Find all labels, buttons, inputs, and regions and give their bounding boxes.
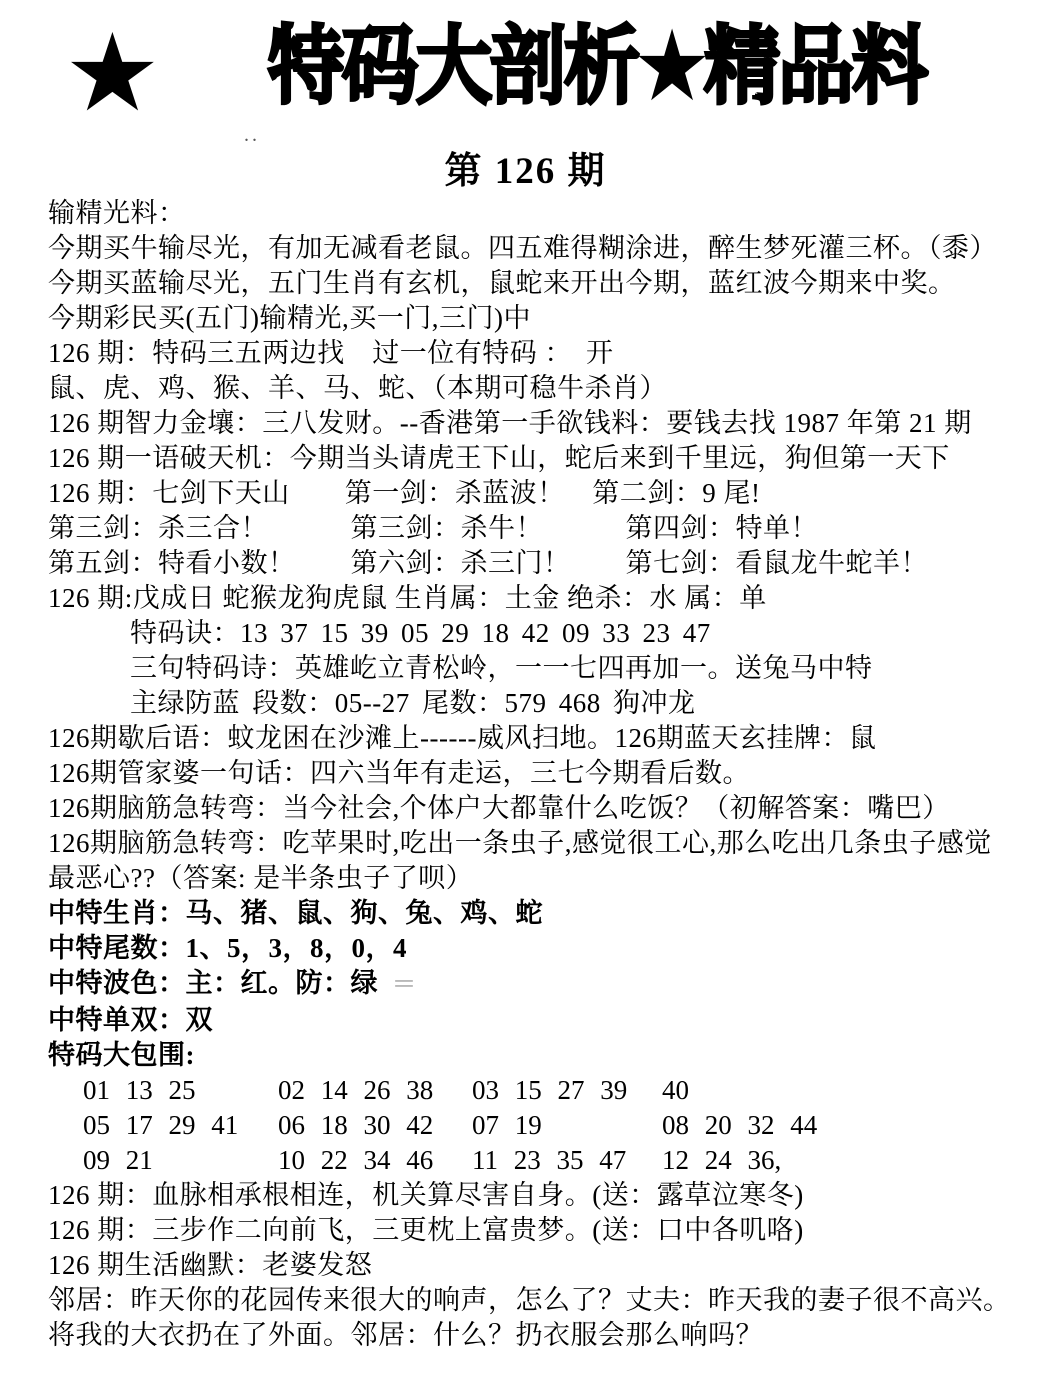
masthead-title: 特码大剖析★精品料 xyxy=(268,16,927,116)
text-line: 126期脑筋急转弯：吃苹果时,吃出一条虫子,感觉很工心,那么吃出几条虫子感觉 xyxy=(48,828,992,858)
star-icon: ★ xyxy=(64,11,161,136)
text-line: 126 期生活幽默：老婆发怒 xyxy=(48,1250,373,1280)
text-line-wave-color xyxy=(48,966,1025,1003)
grid-cell: 06 18 30 42 xyxy=(278,1110,434,1140)
text-line: 特码大包围: xyxy=(48,1040,195,1070)
stray-dots: .. xyxy=(244,124,260,146)
grid-cell: 02 14 26 38 xyxy=(278,1075,434,1105)
text-line: 中特单双：双 xyxy=(48,1005,213,1035)
grid-cell: 40 xyxy=(662,1075,689,1105)
text-line: 最恶心??（答案: 是半条虫子了呗） xyxy=(48,863,474,893)
faint-equals-mark: ＝ xyxy=(392,972,417,998)
text-line: 邻居：昨天你的花园传来很大的响声，怎么了？丈夫：昨天我的妻子很不高兴。 xyxy=(48,1285,1011,1315)
number-grid-row xyxy=(83,1143,1025,1178)
grid-cell: 10 22 34 46 xyxy=(278,1145,434,1175)
number-grid-row xyxy=(83,1073,1025,1108)
grid-cell: 05 17 29 41 xyxy=(83,1110,239,1140)
wave-color-text: 中特波色：主：红。防：绿 xyxy=(48,968,378,998)
grid-cell: 01 13 25 xyxy=(83,1075,196,1105)
text-line: 输精光料： xyxy=(48,198,186,228)
grid-cell: 09 21 xyxy=(83,1145,153,1175)
text-line: 将我的大衣扔在了外面。邻居：什么？扔衣服会那么响吗？ xyxy=(48,1320,763,1350)
issue-number: 第 126 期 xyxy=(444,151,607,192)
text-line: 第五剑：特看小数！ 第六剑：杀三门！ 第七剑：看鼠龙牛蛇羊！ xyxy=(48,548,928,578)
grid-cell: 03 15 27 39 xyxy=(472,1075,628,1105)
text-line: 126 期:戊成日 蛇猴龙狗虎鼠 生肖属：土金 绝杀：水 属：单 xyxy=(48,583,767,613)
text-line: 今期彩民买(五门)输精光,买一门,三门)中 xyxy=(48,303,531,333)
text-line: 中特尾数：1、5，3，8，0，4 xyxy=(48,933,407,963)
text-line: 126 期：三步作二向前飞，三更枕上富贵梦。(送：口中各叽咯) xyxy=(48,1215,804,1245)
text-line: 126 期：特码三五两边找 过一位有特码 ： 开 xyxy=(48,338,614,368)
text-line: 今期买蓝输尽光，五门生肖有玄机，鼠蛇来开出今期，蓝红波今期来中奖。 xyxy=(48,268,956,298)
text-line: 鼠、虎、鸡、猴、羊、马、蛇、（本期可稳牛杀肖） xyxy=(48,373,667,403)
body-text xyxy=(0,196,1051,1353)
text-line: 第三剑：杀三合！ 第三剑：杀牛！ 第四剑：特单！ xyxy=(48,513,818,543)
text-line: 三句特码诗：英雄屹立青松岭，一一七四再加一。送兔马中特 xyxy=(130,653,873,683)
text-line: 特码诀：13 37 15 39 05 29 18 42 09 33 23 47 xyxy=(130,618,711,648)
text-line: 中特生肖：马、猪、鼠、狗、兔、鸡、蛇 xyxy=(48,898,543,928)
text-line: 126 期一语破天机：今期当头请虎王下山，蛇后来到千里远，狗但第一天下 xyxy=(48,443,950,473)
text-line: 126 期智力金壤：三八发财。--香港第一手欲钱料：要钱去找 1987 年第 21 期 xyxy=(48,408,972,438)
text-line: 126 期：血脉相承根相连，机关算尽害自身。(送：露草泣寒冬) xyxy=(48,1180,804,1210)
text-line: 126期脑筋急转弯：当今社会,个体户大都靠什么吃饭？（初解答案：嘴巴） xyxy=(48,793,950,823)
grid-cell: 11 23 35 47 xyxy=(472,1145,627,1175)
text-line: 126期歇后语：蚊龙困在沙滩上------威风扫地。126期蓝天玄挂牌：鼠 xyxy=(48,723,877,753)
grid-cell: 07 19 xyxy=(472,1110,542,1140)
text-line: 126期管家婆一句话：四六当年有走运，三七今期看后数。 xyxy=(48,758,750,788)
text-line: 126 期：七剑下天山 第一剑：杀蓝波！ 第二剑：9 尾! xyxy=(48,478,761,508)
number-grid-row xyxy=(83,1108,1025,1143)
grid-cell: 12 24 36, xyxy=(662,1145,782,1175)
grid-cell: 08 20 32 44 xyxy=(662,1110,818,1140)
text-line: 主绿防蓝 段数：05--27 尾数：579 468 狗冲龙 xyxy=(130,688,696,718)
text-line: 今期买牛输尽光，有加无减看老鼠。四五难得糊涂进，醉生梦死灌三杯。（黍） xyxy=(48,233,997,263)
